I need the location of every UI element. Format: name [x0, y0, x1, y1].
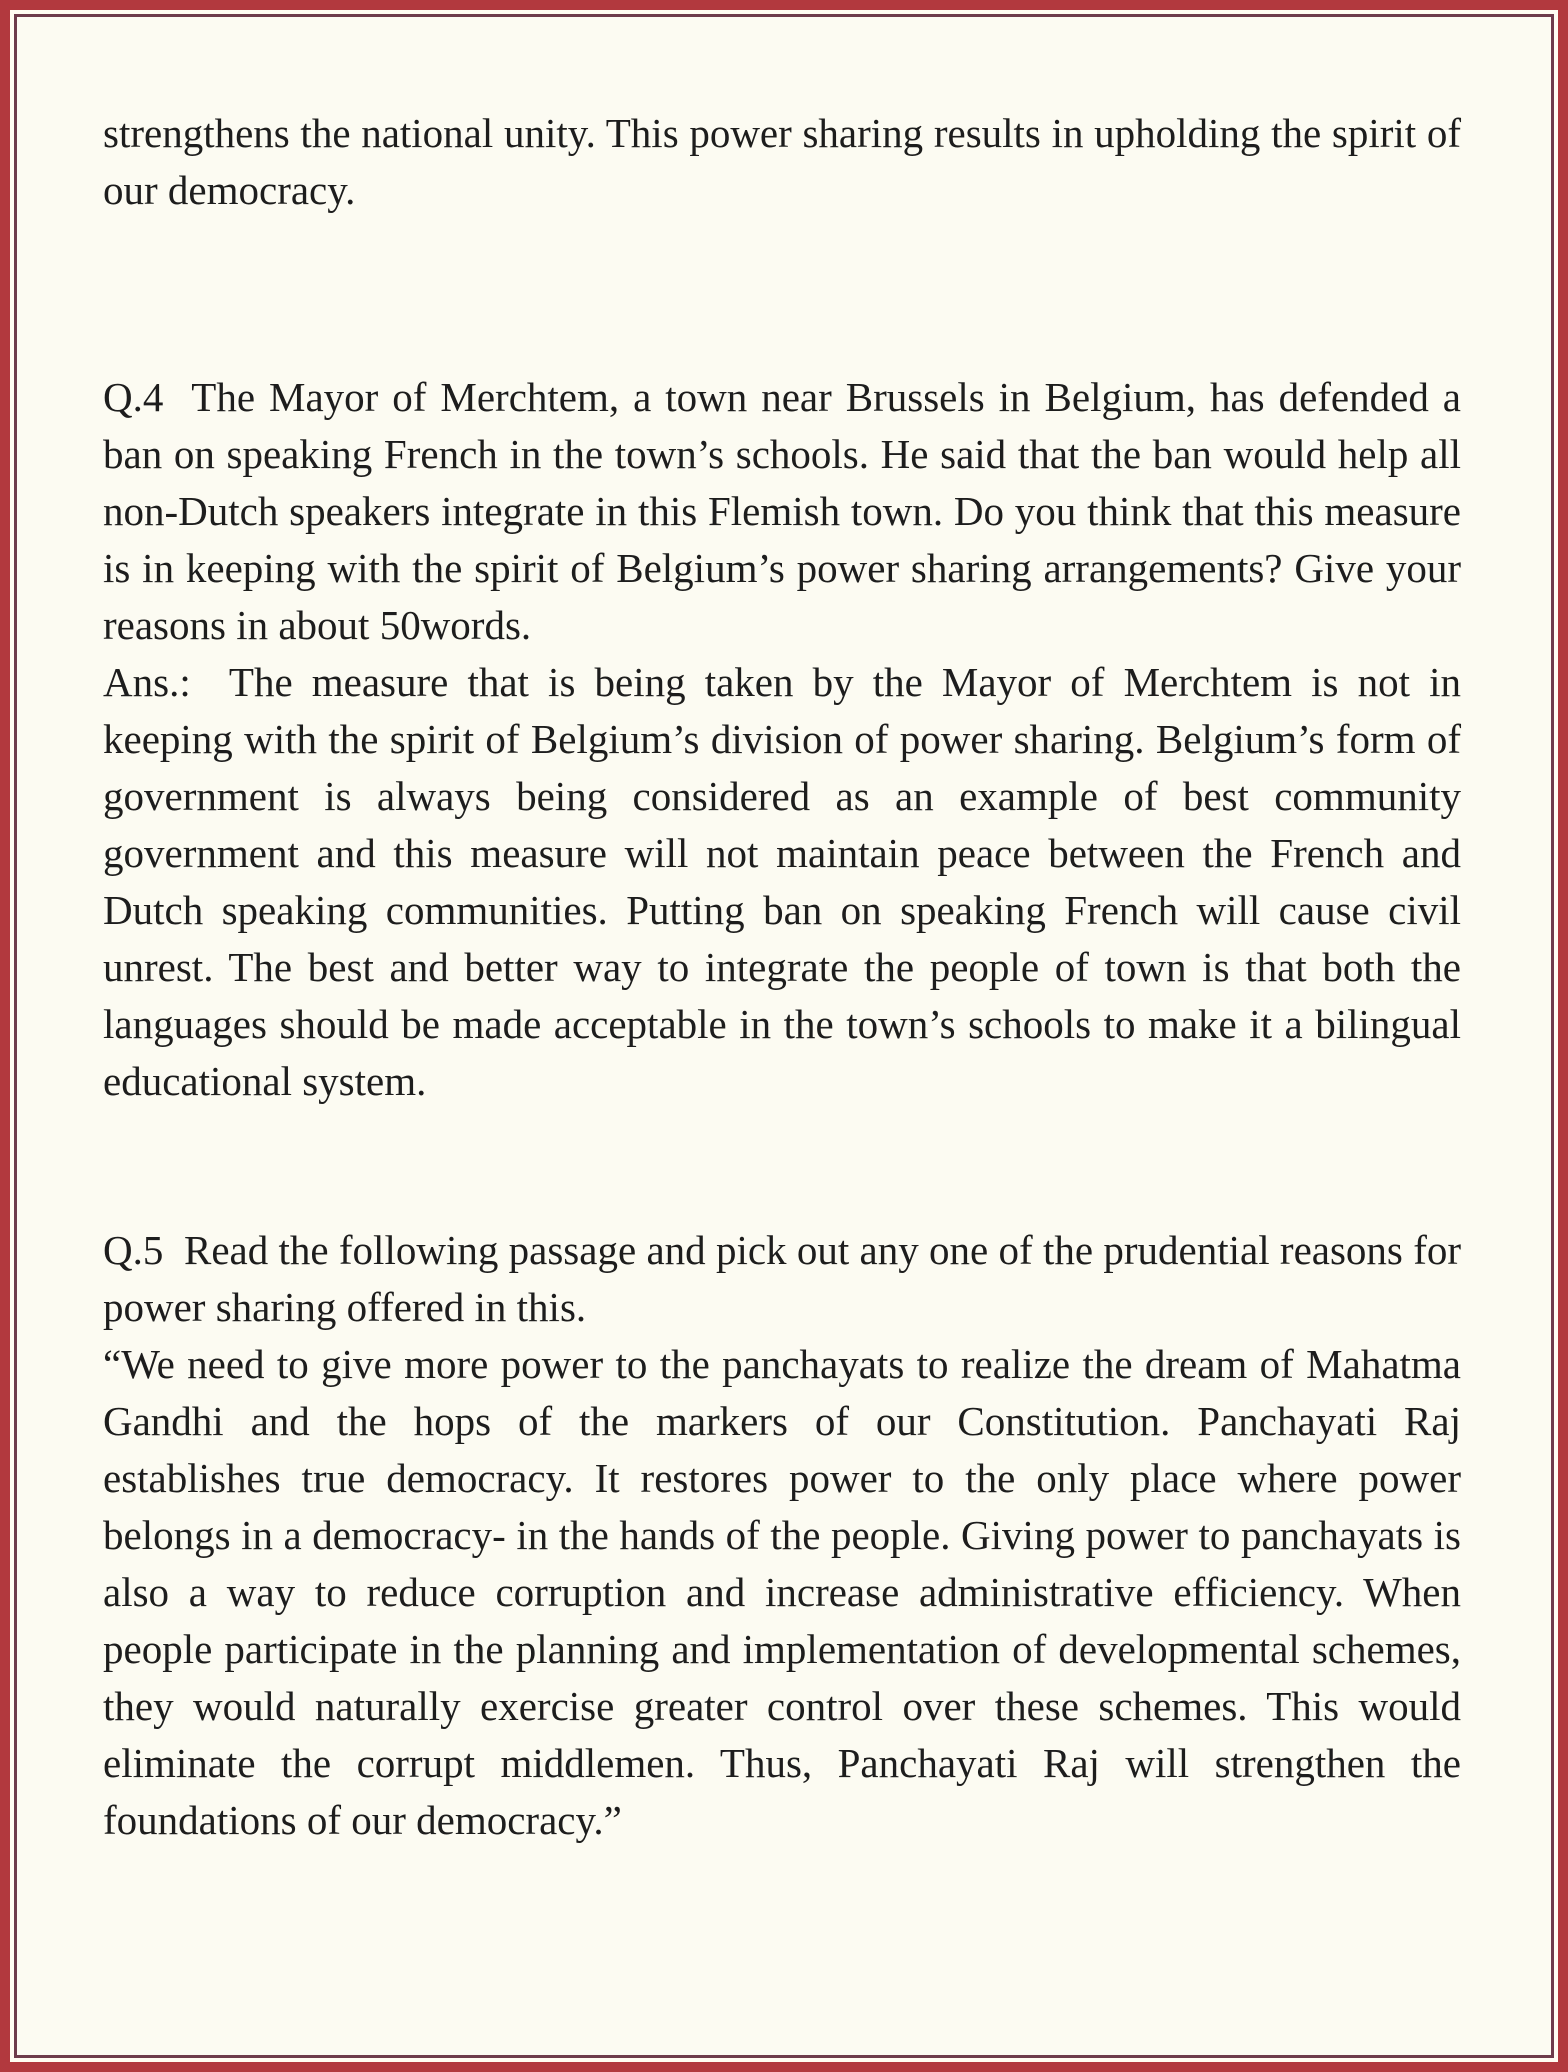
paragraph-question-5: Q.5 Read the following passage and pick out any one of the prudential reasons for power sharing offered in this.	[103, 1227, 1461, 1330]
page-border-inner-line	[14, 14, 1554, 2058]
page-content	[17, 17, 1551, 2055]
page-border-gap	[10, 10, 1558, 2062]
paragraph-answer-4: Ans.: The measure that is being taken by the Mayor of Merchtem is not in keeping with the spirit of Belgium’s division of power sharing. Belgium’s form of government is always being considered as an example of best community government and this measure will not maintain peace between the French and Dutch speaking communities. Putting ban on speaking French will cause civil unrest. The best and better way to integrate the people of town is that both the languages should be made acceptable in the town’s schools to make it a bilingual educational system.	[103, 659, 1461, 1104]
paragraph-intro-continuation: strengthens the national unity. This power sharing results in upholding the spirit of our democracy.	[103, 110, 1461, 213]
paragraph-question-4: Q.4 The Mayor of Merchtem, a town near Brussels in Belgium, has defended a ban on speaking French in the town’s schools. He said that the ban would help all non-Dutch speakers integrate in this Flemish town. Do you think that this measure is in keeping with the spirit of Belgium’s power sharing arrangements? Give your reasons in about 50words.	[103, 374, 1461, 648]
paragraph-question-5-passage: “We need to give more power to the panchayats to realize the dream of Mahatma Gandhi and the hops of the markers of our Constitution. Panchayati Raj establishes true democracy. It restores power to the only place where power belongs in a democracy- in the hands of the people. Giving power to panchayats is also a way to reduce corruption and increase administrative efficiency. When people participate in the planning and implementation of developmental schemes, they would naturally exercise greater control over these schemes. This would eliminate the corrupt middlemen. Thus, Panchayati Raj will strengthen the foundations of our democracy.”	[103, 1341, 1461, 1843]
